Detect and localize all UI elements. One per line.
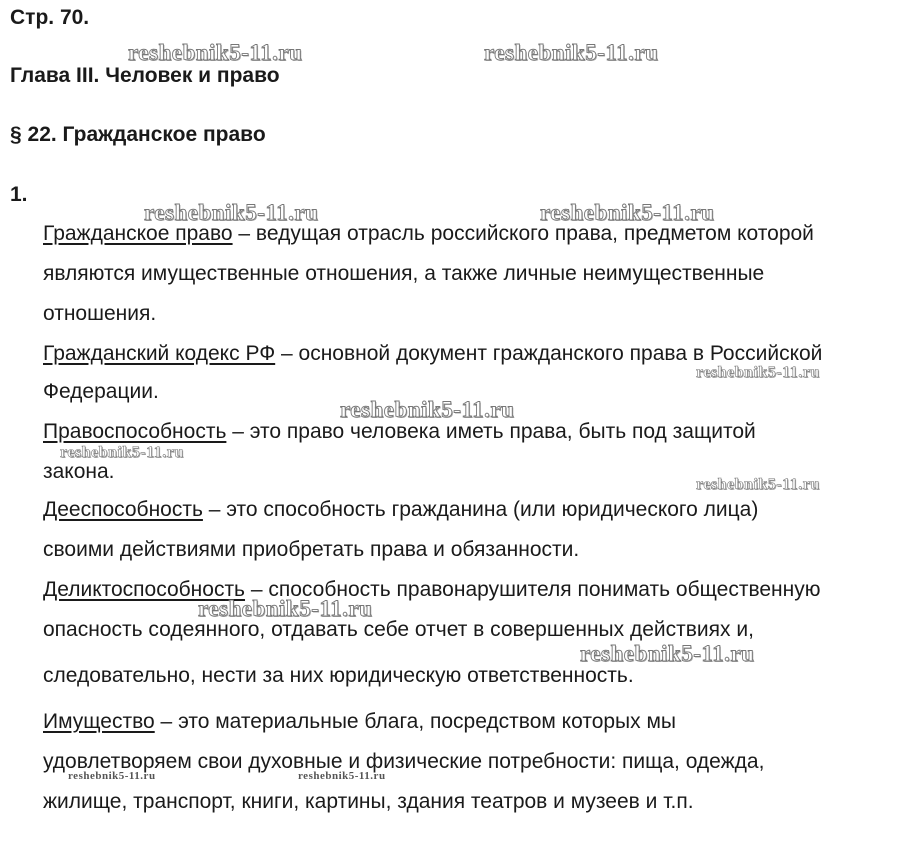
watermark: reshebnik5-11.ru	[298, 770, 386, 782]
definition-line	[43, 342, 822, 366]
definition-line: жилище, транспорт, книги, картины, здания театров и музеев и т.п.	[43, 790, 694, 813]
watermark: reshebnik5-11.ru	[128, 40, 303, 65]
definition-text: – способность правонарушителя понимать общественную	[245, 578, 821, 601]
definition-term: Правоспособность	[43, 420, 227, 443]
definition-term: Деликтоспособность	[43, 578, 246, 601]
definition-line	[43, 710, 676, 734]
task-number: 1.	[10, 183, 28, 206]
definition-line	[43, 578, 821, 602]
definition-line: удовлетворяем свои духовные и физические потребности: пища, одежда,	[43, 750, 765, 773]
definition-term: Имущество	[43, 710, 155, 733]
definition-line	[43, 420, 756, 444]
watermark: reshebnik5-11.ru	[68, 770, 156, 782]
definition-term: Дееспособность	[43, 498, 203, 521]
definition-line: опасность содеянного, отдавать себе отчет в совершенных действиях и,	[43, 618, 754, 641]
definition-text: – это право человека иметь права, быть под защитой	[226, 420, 756, 443]
watermark: reshebnik5-11.ru	[60, 444, 184, 461]
definition-text: – это материальные блага, посредством которых мы	[154, 710, 677, 733]
chapter-title: Глава III. Человек и право	[10, 64, 280, 87]
definition-line	[43, 498, 758, 522]
watermark: reshebnik5-11.ru	[144, 200, 319, 225]
definition-text: – основной документ гражданского права в Российской	[275, 342, 823, 365]
definition-line: являются имущественные отношения, а также личные неимущественные	[43, 262, 765, 285]
definition-line: отношения.	[43, 302, 157, 325]
watermark: reshebnik5-11.ru	[580, 641, 755, 666]
definition-line: своими действиями приобретать права и обязанности.	[43, 538, 580, 561]
definition-text: – ведущая отрасль российского права, предметом которой	[232, 222, 814, 245]
definition-line: следовательно, нести за них юридическую ответственность.	[43, 664, 634, 687]
watermark: reshebnik5-11.ru	[484, 40, 659, 65]
watermark: reshebnik5-11.ru	[696, 364, 820, 381]
section-title: § 22. Гражданское право	[10, 123, 266, 146]
watermark: reshebnik5-11.ru	[696, 476, 820, 493]
watermark: reshebnik5-11.ru	[340, 397, 515, 422]
definition-line: закона.	[43, 460, 115, 483]
definition-term: Гражданское право	[43, 222, 233, 245]
watermark: reshebnik5-11.ru	[540, 200, 715, 225]
definition-text: – это способность гражданина (или юридического лица)	[202, 498, 759, 521]
watermark: reshebnik5-11.ru	[198, 596, 373, 621]
definition-line: Федерации.	[43, 380, 159, 403]
page-number: Стр. 70.	[10, 6, 90, 29]
definition-term: Гражданский кодекс РФ	[43, 342, 276, 365]
